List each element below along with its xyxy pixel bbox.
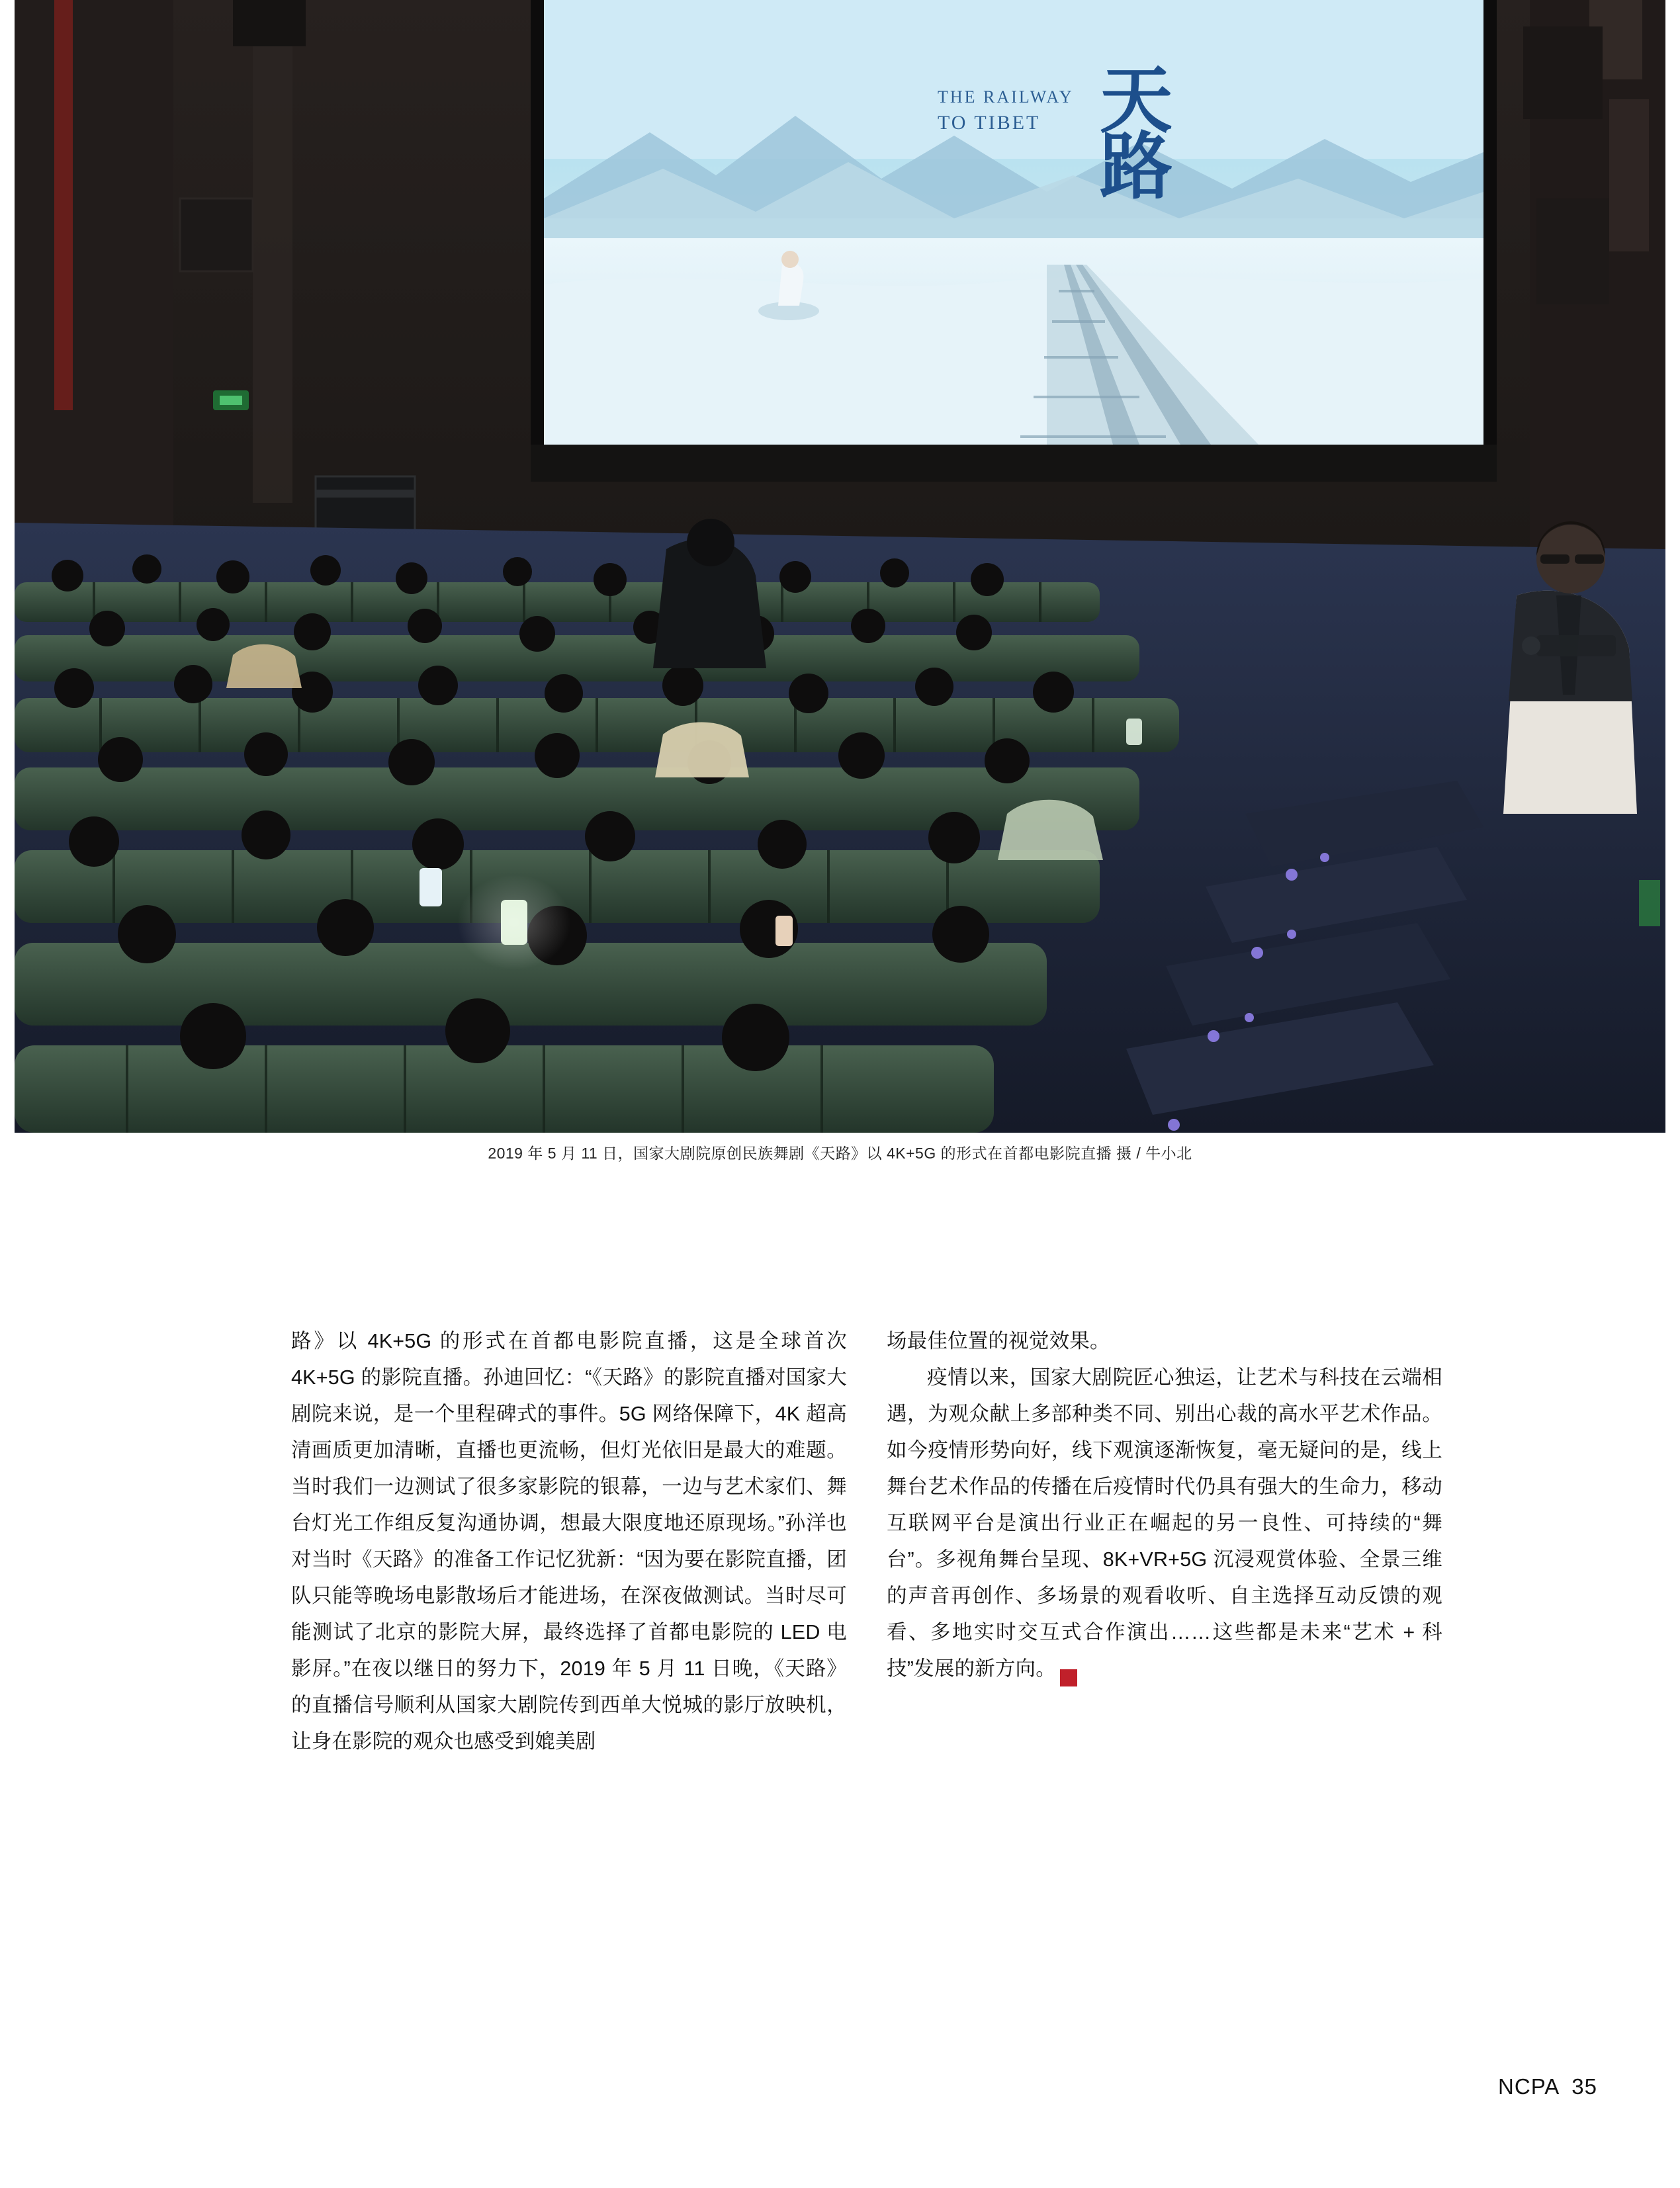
paragraph-right-2 bbox=[887, 1360, 1442, 1687]
paragraph-right-2-text: 疫情以来，国家大剧院匠心独运，让艺术与科技在云端相遇，为观众献上多部种类不同、别出心裁的高水平艺术作品。如今疫情形势向好，线下观演逐渐恢复，毫无疑问的是，线上舞台艺术作品的传播在后疫情时代仍具有强大的生命力，移动互联网平台是演出行业正在崛起的另一良性、可持续的“舞台”。多视角舞台呈现、8K+VR+5G 沉浸观赏体验、全景三维的声音再创作、多场景的观看收听、自主选择互动反馈的观看、多地实时交互式合作演出……这些都是未来“艺术 + 科技”发展的新方向。 bbox=[887, 1366, 1442, 1680]
screen-title-cn: 天 bbox=[1100, 61, 1172, 142]
end-mark-icon bbox=[1060, 1669, 1124, 1686]
paragraph-right-1: 场最佳位置的视觉效果。 bbox=[887, 1330, 1110, 1352]
body-column-left bbox=[291, 1323, 847, 1760]
body-column-right bbox=[887, 1323, 1442, 1687]
paragraph-continued: 路》以 4K+5G 的形式在首都电影院直播，这是全球首次 4K+5G 的影院直播。孙迪回忆：“《天路》的影院直播对国家大剧院来说，是一个里程碑式的事件。5G 网络保障下，4K 超高清画质更加清晰，直播也更流畅，但灯光依旧是最大的难题。当时我们一边测试了很多家影院的银幕，一边与艺术家们、舞台灯光工作组反复沟通协调，想最大限度地还原现场。”孙洋也对当时《天路》的准备工作记忆犹新：“因为要在影院直播，团队只能等晚场电影散场后才能进场，在深夜做测试。当时尽可能测试了北京的影院大屏，最终选择了首都电影院的 LED 电影屏。”在夜以继日的努力下，2019 年 5 月 11 日晚，《天路》的直播信号顺利从国家大剧院传到西单大悦城的影厅放映机，让身在影院的观众也感受到媲美剧 bbox=[291, 1330, 847, 1753]
cinema-illustration bbox=[15, 0, 1665, 1133]
svg-text:路: 路 bbox=[1100, 127, 1172, 208]
svg-text:THE RAILWAY: THE RAILWAY bbox=[938, 87, 1074, 107]
photo-caption: 2019 年 5 月 11 日，国家大剧院原创民族舞剧《天路》以 4K+5G 的形式在首都电影院直播 摄 / 牛小北 bbox=[488, 1145, 1192, 1162]
article-photo bbox=[15, 0, 1665, 1133]
footer-publication: NCPA bbox=[1498, 2074, 1560, 2099]
end-mark-label: NCPA bbox=[1100, 1669, 1124, 1679]
footer-page-number: 35 bbox=[1571, 2074, 1597, 2099]
page-footer bbox=[1498, 2074, 1597, 2099]
svg-text:TO TIBET: TO TIBET bbox=[938, 112, 1041, 134]
